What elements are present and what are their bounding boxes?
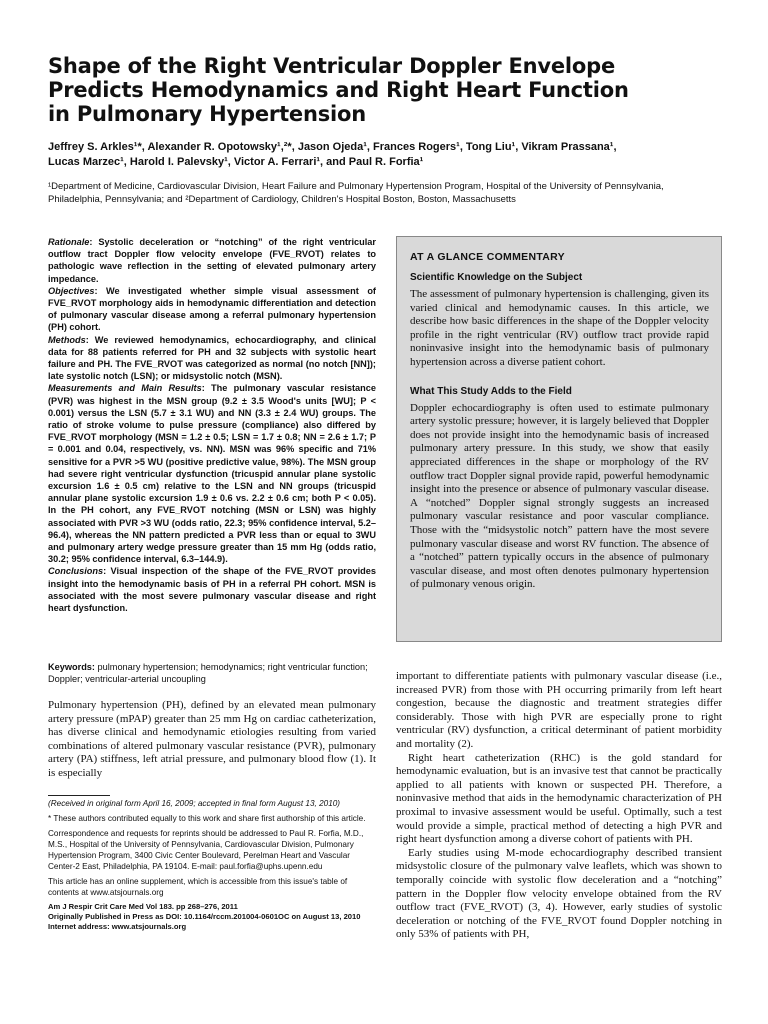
rationale-text: : Systolic deceleration or “notching” of the right ventricular outflow tract Doppler flow velocity envelope (FVE_RVOT) relates to pathologic wave reflection in the setting of elevated pulmonary artery impedance.: [48, 237, 376, 284]
results-label: Measurements and Main Results: [48, 383, 202, 394]
author-line-2: Lucas Marzec¹, Harold I. Palevsky¹, Victor A. Ferrari¹, and Paul R. Forfia¹: [48, 156, 424, 168]
affiliation-line-2: Philadelphia, Pennsylvania; and ²Department of Cardiology, Children's Hospital Boston, Boston, Massachusetts: [48, 194, 516, 205]
title-line-3: in Pulmonary Hypertension: [48, 102, 366, 126]
glance-subheading-1: Scientific Knowledge on the Subject: [410, 272, 583, 283]
affiliations: [48, 180, 728, 206]
body-paragraph-2: Right heart catheterization (RHC) is the gold standard for hemodynamic evaluation, but is an invasive test that cannot be practically applied to all patients with known or suspected PH. Therefore, a noninvasive method that aids in the hemodynamic characterization of PH proximal to invasive assessment would be useful. Optimally, such a test would provide a simple, practical method of detecting a high PVR and right heart dysfunction among a diverse cohort of patients with PH.: [396, 751, 722, 846]
rationale-label: Rationale: [48, 237, 90, 247]
article-title: [48, 54, 728, 126]
citation-journal: Am J Respir Crit Care Med Vol 183. pp 268–276, 2011: [48, 902, 238, 911]
body-paragraph-3: Early studies using M-mode echocardiography described transient midsystolic closure of the pulmonary valve leaflets, which was shown to temporally coincide with systolic flow deceleration and a “notching” pattern in the Doppler flow velocity envelope obtained from the RV outflow tract (FVE_RVOT) (3, 4). However, early studies of systolic deceleration or notching of the FVE_RVOT found Doppler notching in only 53% of patients with PH,: [396, 846, 722, 941]
keywords-label: Keywords:: [48, 662, 95, 672]
objectives-text: : We investigated whether simple visual assessment of FVE_RVOT morphology aids in hemodynamic differentiation and detection of pulmonary vascular disease among a referral pulmonary hypertension (PH) cohort.: [48, 285, 376, 333]
equal-contribution-note: * These authors contributed equally to this work and share first authorship of this article.: [48, 814, 366, 823]
received-note: (Received in original form April 16, 2009; accepted in final form August 13, 2010): [48, 799, 341, 808]
objectives-label: Objectives: [48, 285, 95, 296]
conclusions-text: : Visual inspection of the shape of the FVE_RVOT provides insight into the hemodynamic basis of PH in a referral PH cohort. MSN is associated with the most severe pulmonary vascular disease and right heart dysfunction.: [48, 566, 376, 614]
correspondence-note: Correspondence and requests for reprints should be addressed to Paul R. Forfia, M.D., M.S., Hospital of the University of Pennsylvania, Cardiovascular Division, Pulmonary Hypertension Program, 3400 Civic Center Boulevard, Perelman Heart and Vascular Center-2 East, Philadelphia, PA 19104. E-mail: paul.forfia@uphs.upenn.edu: [48, 829, 364, 871]
author-line-1: Jeffrey S. Arkles¹*, Alexander R. Opotowsky¹,²*, Jason Ojeda¹, Frances Rogers¹, Tong Liu¹, Vikram Prassana¹,: [48, 141, 617, 153]
abstract: [48, 236, 376, 614]
glance-subheading-2: What This Study Adds to the Field: [410, 385, 572, 397]
glance-paragraph-1: The assessment of pulmonary hypertension is challenging, given its varied clinical and hemodynamic causes. In this article, we describe how basic differences in the shape of the Doppler velocity profile in the right ventricular (RV) outflow tract provide rapid noninvasive insight into the hemodynamic basis of pulmonary hypertension across a diverse patient cohort.: [410, 288, 709, 368]
author-list: [48, 140, 728, 170]
keywords: [48, 661, 376, 685]
citation-info: [48, 902, 376, 932]
title-line-2: Predicts Hemodynamics and Right Heart Function: [48, 78, 629, 102]
affiliation-line-1: ¹Department of Medicine, Cardiovascular Division, Heart Failure and Pulmonary Hypertension Program, Hospital of the University of Pennsylvania,: [48, 181, 664, 192]
glance-paragraph-2: Doppler echocardiography is often used to estimate pulmonary artery systolic pressure; however, it is largely believed that Doppler does not provide insight into the hemodynamic basis of increased pulmonary artery pressure. In this study, we show that easily appreciated differences in the shape or morphology of the RV outflow tract Doppler signal provide rapid, powerful hemodynamic insight into the presence or absence of pulmonary vascular disease. A “notched” Doppler signal strongly suggests an increased pulmonary vascular resistance and poor vascular compliance. Those with the “midsystolic notch” pattern have the most severe pulmonary vascular disease and worst RV function. The absence of a “notched” pattern typically occurs in the absence of pulmonary vascular disease, and most often denotes pulmonary hypertension of pulmonary venous origin.: [410, 401, 709, 591]
citation-doi: Originally Published in Press as DOI: 10.1164/rccm.201004-0601OC on August 13, 2010: [48, 912, 361, 921]
at-a-glance-box: [396, 236, 722, 642]
body-paragraph-1: important to differentiate patients with pulmonary vascular disease (i.e., increased PVR) from those with PH occurring primarily from left heart congestion, because the diagnostic and treatment strategies differ considerably. Those with high PVR are especially prone to right ventricular (RV) dysfunction, a critical determinant of patient morbidity and mortality (2).: [396, 670, 722, 750]
glance-heading: AT A GLANCE COMMENTARY: [410, 251, 565, 263]
title-line-1: Shape of the Right Ventricular Doppler Envelope: [48, 54, 616, 78]
supplement-note: This article has an online supplement, which is accessible from this issue's table of contents at www.atsjournals.org: [48, 877, 348, 897]
citation-url: Internet address: www.atsjournals.org: [48, 922, 187, 931]
body-right-column: [396, 670, 722, 942]
methods-text: : We reviewed hemodynamics, echocardiography, and clinical data for 88 patients referred for PH and 32 subjects with systolic heart failure and PH. The FVE_RVOT was categorized as normal (no notch [NN]); late systolic notch (LSN); or midsystolic notch (MSN).: [48, 334, 376, 382]
footnote-divider: [48, 795, 110, 796]
conclusions-label: Conclusions: [48, 566, 104, 577]
results-text: : The pulmonary vascular resistance (PVR) was highest in the MSN group (9.2 ± 3.5 Wood's units [WU]; P < 0.001) versus the LSN (5.7 ± 3.1 WU) and NN (3.3 ± 2.4 WU) groups. The ratio of stroke volume to pulse pressure (compliance) also differed by FVE_RVOT morphology (MSN = 1.2 ± 0.5; LSN = 1.7 ± 0.8; NN = 2.6 ± 1.7; P = 0.001 and 0.04, respectively, vs. NN). MSN was 96% specific and 71% sensitive for a PVR >5 WU (positive predictive value, 98%). The MSN group had severe right ventricular dysfunction (tricuspid annular plane systolic excursion 1.6 ± 0.5 cm) relative to the LSN and NN groups (tricuspid annular plane systolic excursion 1.9 ± 0.6 vs. 2.2 ± 0.6 cm; both P < 0.05). In the PH cohort, any FVE_RVOT notching (MSN or LSN) was highly associated with PVR >3 WU (odds ratio, 22.3; 95% confidence interval, 5.2–96.4), whereas the NN pattern predicted a PVR less than or equal to 3WU and pulmonary artery wedge pressure greater than 15 mm Hg (odds ratio, 30.2; 95% confidence interval, 6.3–144.9).: [48, 383, 376, 565]
intro-paragraph: Pulmonary hypertension (PH), defined by an elevated mean pulmonary artery pressure (mPAP) greater than 25 mm Hg on cardiac catheterization, has diverse clinical and hemodynamic etiologies resulting from varied combinations of altered pulmonary vascular resistance (PVR), pulmonary artery (PA) stiffness, left atrial pressure, and pulmonary blood flow (1). It is especially: [48, 699, 376, 779]
keywords-text: pulmonary hypertension; hemodynamics; right ventricular function; Doppler; ventricular-arterial uncoupling: [48, 662, 368, 685]
methods-label: Methods: [48, 334, 86, 345]
footnotes: [48, 798, 376, 936]
